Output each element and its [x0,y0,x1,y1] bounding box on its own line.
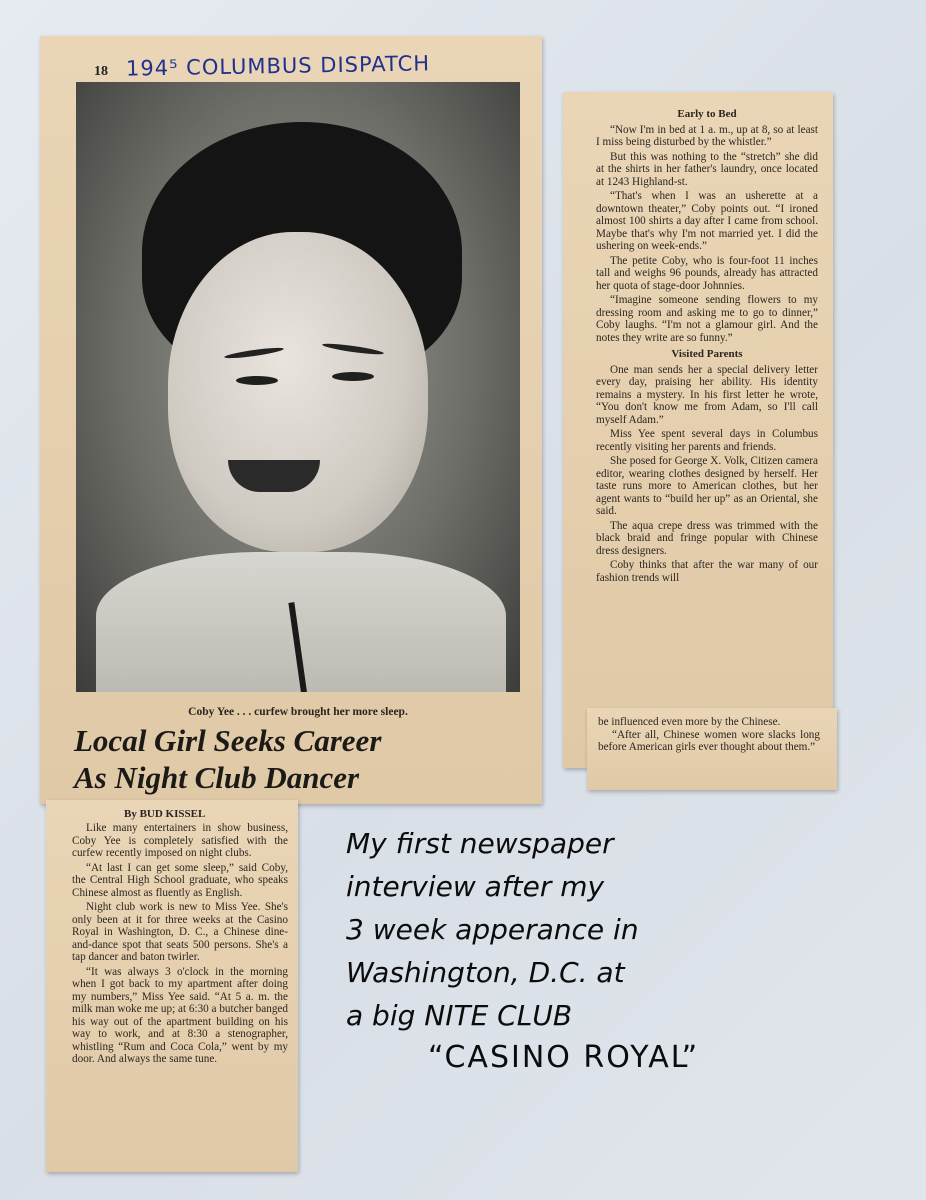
paragraph: “Imagine someone sending flowers to my dressing room and asking me to go to dinner,” Coby laughs. “I'm not a glamour girl. And the notes they write are so funny.” [596,294,818,344]
paragraph: Night club work is new to Miss Yee. She's only been at it for three weeks at the Casino Royal in Washington, D. C., a Chinese dine-and-dance spot that seats 500 persons. She's a tap dancer and baton twirler. [72,901,288,963]
handwritten-note [346,822,806,1037]
article-right-column [596,108,818,586]
headline [74,722,534,796]
paragraph: But this was nothing to the “stretch” she did at the shirts in her father's laundry, once located at 1243 Highland-st. [596,150,818,188]
article-tail [598,716,820,754]
note-line: Washington, D.C. at [346,956,625,989]
note-line: My first newspaper [346,827,614,860]
paragraph: Miss Yee spent several days in Columbus recently visiting her parents and friends. [596,428,818,453]
article-left-column [72,822,288,1068]
paragraph: The aqua crepe dress was trimmed with the black braid and fringe popular with Chinese dress designers. [596,519,818,557]
paragraph: “Now I'm in bed at 1 a. m., up at 8, so at least I miss being disturbed by the whistler.” [596,123,818,148]
byline: By BUD KISSEL [124,808,206,820]
paragraph: The petite Coby, who is four-foot 11 inches tall and weighs 96 pounds, already has attracted her quota of stage-door Johnnies. [596,254,818,292]
handwritten-venue: “CASINO ROYAL” [428,1040,700,1075]
subhead-early-to-bed: Early to Bed [677,108,737,120]
paragraph: “It was always 3 o'clock in the morning when I got back to my apartment after doing my numbers,” Miss Yee said. “At 5 a. m. the milk man woke me up; at 6:30 a butcher banged his way out of the apartment building on his way to work, and at 8:30 a stenographer, whistling “Rum and Coca Cola,” went by my door. And always the same tune. [72,965,288,1065]
portrait-photo [76,82,520,692]
paragraph: “That's when I was an usherette at a downtown theater,” Coby points out. “I ironed almost 100 shirts a day after I came from school. Maybe that's why I'm not married yet. I did the ushering on week-ends.” [596,190,818,252]
photo-eye-left [236,376,278,385]
handwritten-date: 194⁵ COLUMBUS DISPATCH [125,51,431,81]
paragraph: be influenced even more by the Chinese. [598,716,781,728]
paragraph: She posed for George X. Volk, Citizen camera editor, wearing clothes designed by herself. Her taste runs more to American clothes, but her agent wants to “build her up” as an Oriental, she said. [596,455,818,517]
note-line: interview after my [346,870,605,903]
note-line: a big NITE CLUB [346,999,573,1032]
photo-face [168,232,428,552]
page-number: 18 [94,64,108,79]
paragraph: Coby thinks that after the war many of our fashion trends will [596,559,818,584]
paragraph: Like many entertainers in show business, Coby Yee is completely satisfied with the curfew recently imposed on night clubs. [72,822,288,859]
paragraph: “At last I can get some sleep,” said Coby, the Central High School graduate, who speaks Chinese almost as fluently as English. [72,861,288,899]
headline-line-1: Local Girl Seeks Career [74,723,382,758]
subhead-visited-parents: Visited Parents [671,348,743,360]
note-line: 3 week apperance in [346,913,639,946]
headline-line-2: As Night Club Dancer [74,760,360,795]
paragraph: One man sends her a special delivery letter every day, praising her ability. His identity remains a mystery. In his first letter he wrote, “You don't know me from Adam, so I'll call myself Adam.” [596,363,818,426]
photo-eye-right [332,372,374,381]
photo-caption: Coby Yee . . . curfew brought her more sleep. [188,706,408,718]
paragraph: “After all, Chinese women wore slacks long before American girls ever thought about them.” [598,728,820,753]
